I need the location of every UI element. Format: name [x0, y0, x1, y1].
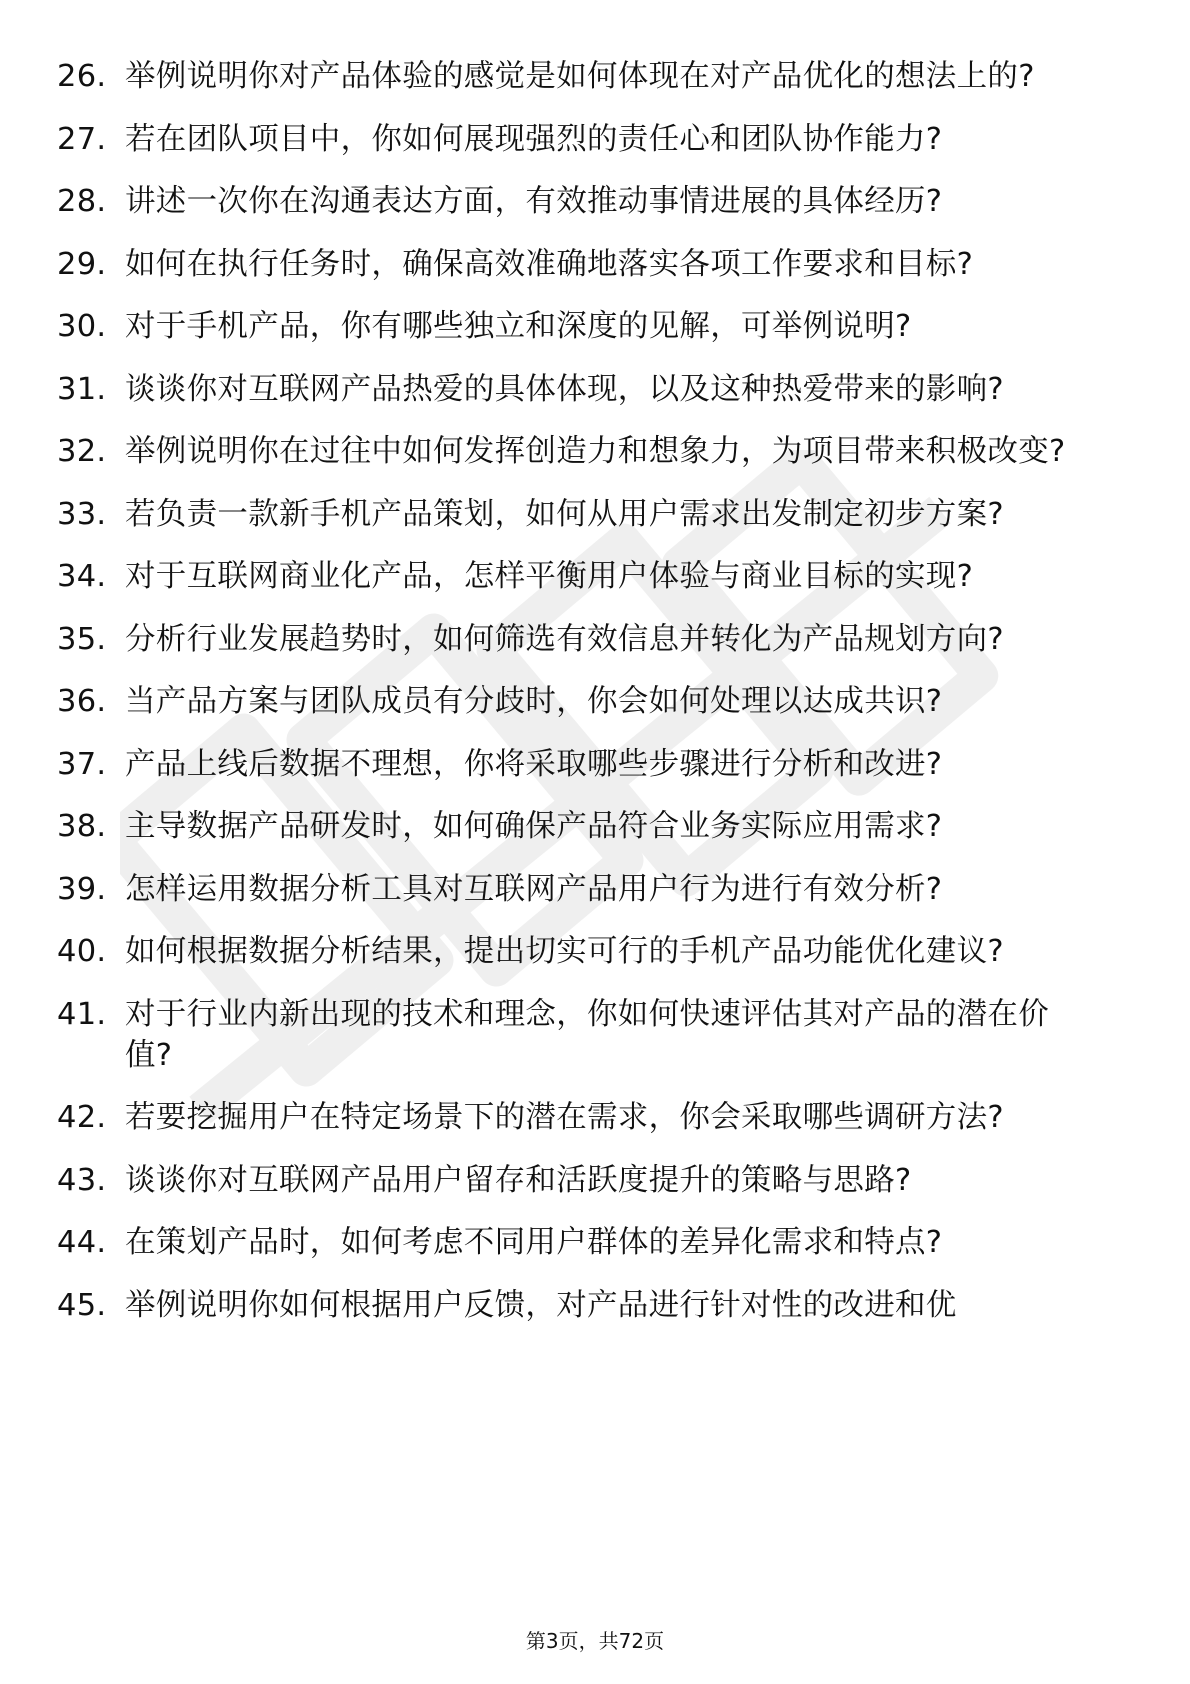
list-item: [0, 1222, 1190, 1263]
question-number: 34.: [57, 559, 107, 594]
question-number: 26.: [57, 59, 107, 94]
page-footer: [0, 1625, 1190, 1654]
question-number: 43.: [57, 1162, 107, 1198]
list-item: [0, 369, 1190, 410]
question-number: 38.: [57, 809, 107, 844]
question-text: 当产品方案与团队成员有分歧时，你会如何处理以达成共识?: [125, 684, 943, 719]
question-text: 分析行业发展趋势时，如何筛选有效信息并转化为产品规划方向?: [125, 621, 1004, 657]
list-item: [0, 994, 1190, 1076]
question-text: 如何在执行任务时，确保高效准确地落实各项工作要求和目标?: [125, 246, 974, 282]
list-item: [0, 619, 1190, 660]
question-text: 举例说明你在过往中如何发挥创造力和想象力，为项目带来积极改变?: [125, 434, 1066, 469]
question-number: 39.: [57, 871, 107, 907]
question-text: 对于行业内新出现的技术和理念，你如何快速评估其对产品的潜在价值?: [125, 996, 1049, 1073]
question-number: 32.: [57, 434, 107, 469]
question-text: 谈谈你对互联网产品用户留存和活跃度提升的策略与思路?: [125, 1162, 912, 1198]
question-number: 37.: [57, 746, 107, 782]
list-item: [0, 56, 1190, 97]
page-number-label: 第3页，共72页: [525, 1629, 665, 1653]
question-text: 若要挖掘用户在特定场景下的潜在需求，你会采取哪些调研方法?: [125, 1100, 1004, 1135]
question-number: 33.: [57, 496, 107, 532]
list-item: [0, 244, 1190, 285]
question-number: 36.: [57, 684, 107, 719]
question-text: 对于互联网商业化产品，怎样平衡用户体验与商业目标的实现?: [125, 559, 974, 594]
question-number: 42.: [57, 1100, 107, 1135]
question-text: 怎样运用数据分析工具对互联网产品用户行为进行有效分析?: [125, 871, 943, 907]
question-number: 30.: [57, 309, 107, 344]
list-item: [0, 494, 1190, 535]
list-item: [0, 181, 1190, 222]
list-item: [0, 1160, 1190, 1201]
question-text: 产品上线后数据不理想，你将采取哪些步骤进行分析和改进?: [125, 746, 943, 782]
question-text: 举例说明你如何根据用户反馈，对产品进行针对性的改进和优: [125, 1287, 957, 1323]
question-list: [0, 56, 1190, 1347]
list-item: [0, 119, 1190, 160]
question-number: 40.: [57, 934, 107, 969]
question-text: 若负责一款新手机产品策划，如何从用户需求出发制定初步方案?: [125, 496, 1004, 532]
question-number: 41.: [57, 996, 107, 1032]
question-number: 28.: [57, 184, 107, 219]
question-text: 讲述一次你在沟通表达方面，有效推动事情进展的具体经历?: [125, 184, 943, 219]
question-text: 谈谈你对互联网产品热爱的具体体现，以及这种热爱带来的影响?: [125, 371, 1004, 407]
question-text: 举例说明你对产品体验的感觉是如何体现在对产品优化的想法上的?: [125, 59, 1035, 94]
question-number: 45.: [57, 1287, 107, 1323]
question-number: 31.: [57, 371, 107, 407]
question-text: 在策划产品时，如何考虑不同用户群体的差异化需求和特点?: [125, 1225, 943, 1260]
list-item: [0, 931, 1190, 972]
question-text: 主导数据产品研发时，如何确保产品符合业务实际应用需求?: [125, 809, 943, 844]
list-item: [0, 744, 1190, 785]
question-text: 如何根据数据分析结果，提出切实可行的手机产品功能优化建议?: [125, 934, 1004, 969]
list-item: [0, 306, 1190, 347]
list-item: [0, 681, 1190, 722]
question-text: 若在团队项目中，你如何展现强烈的责任心和团队协作能力?: [125, 121, 943, 157]
question-number: 29.: [57, 246, 107, 282]
question-number: 27.: [57, 121, 107, 157]
list-item: [0, 806, 1190, 847]
question-number: 44.: [57, 1225, 107, 1260]
question-number: 35.: [57, 621, 107, 657]
list-item: [0, 869, 1190, 910]
list-item: [0, 556, 1190, 597]
list-item: [0, 1097, 1190, 1138]
list-item: [0, 431, 1190, 472]
question-text: 对于手机产品，你有哪些独立和深度的见解，可举例说明?: [125, 309, 912, 344]
list-item: [0, 1285, 1190, 1326]
